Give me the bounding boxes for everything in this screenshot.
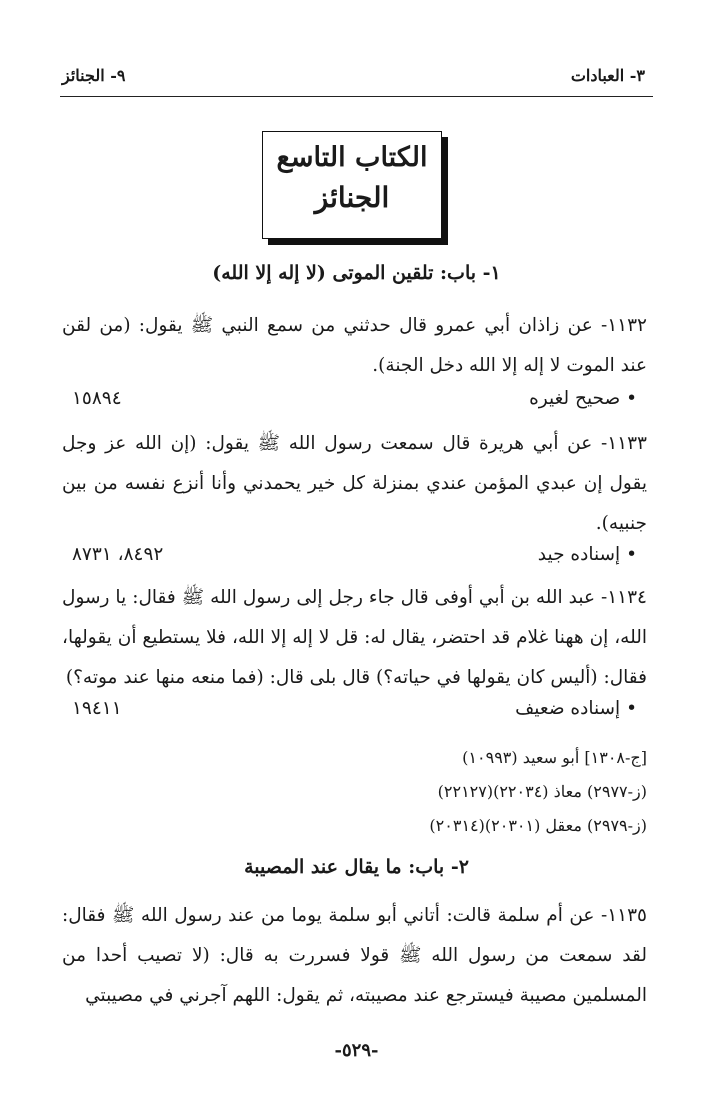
hadith-reference-numbers: ٨٤٩٢، ٨٧٣١: [72, 544, 164, 565]
hadith-1134: ١١٣٤- عبد الله بن أبي أوفى قال جاء رجل إلى رسول الله ﷺ فقال: يا رسول الله، إن ههنا غلام قد احتضر، يقال له: قل لا إله إلا الله، فلا يستطيع أن يقولها، فقال: (أليس كان يقولها في حياته؟) قال بلى قال: (فما منعه منها عند موته؟): [62, 587, 647, 688]
hadith-1135: ١١٣٥- عن أم سلمة قالت: أتاني أبو سلمة يوما من عند رسول الله ﷺ فقال: لقد سمعت من رسول الله ﷺ قولا فسررت به قال: (لا تصيب أحدا من المسلمين مصيبة فيسترجع عند مصيبته، ثم يقول: اللهم آجرني في مصيبتي: [62, 905, 647, 1006]
book-subtitle: الجنائز: [314, 181, 390, 214]
hadith-reference-numbers: ١٩٤١١: [72, 698, 122, 719]
cross-reference-line: [ج-١٣٠٨] أبو سعيد (١٠٩٩٣): [462, 748, 647, 767]
running-header-book: ٩- الجنائز: [62, 66, 126, 85]
chapter-heading-2: ٢- باب: ما يقال عند المصيبة: [244, 856, 469, 878]
chapter-heading-1: ١- باب: تلقين الموتى (لا إله إلا الله): [212, 262, 501, 284]
hadith-grade: • صحيح لغيره: [529, 388, 637, 409]
hadith-grade: • إسناده ضعيف: [515, 698, 637, 719]
cross-reference-line: (ز-٢٩٧٧) معاذ (٢٢٠٣٤)(٢٢١٢٧): [437, 782, 647, 801]
hadith-1133: ١١٣٣- عن أبي هريرة قال سمعت رسول الله ﷺ يقول: (إن الله عز وجل يقول إن عبدي المؤمن عندي بمنزلة كل خير يحمدني وأنا أنزع نفسه من بين جنبيه).: [62, 433, 647, 534]
cross-reference-line: (ز-٢٩٧٩) معقل (٢٠٣٠١)(٢٠٣١٤): [429, 816, 647, 835]
book-title: الكتاب التاسع: [276, 142, 428, 173]
page-number: -٥٢٩-: [334, 1040, 379, 1061]
book-title-box: [262, 131, 442, 239]
header-rule: [60, 96, 653, 97]
running-header-volume: ٣- العبادات: [570, 66, 645, 85]
hadith-grade: • إسناده جيد: [537, 544, 637, 565]
hadith-1132: ١١٣٢- عن زاذان أبي عمرو قال حدثني من سمع النبي ﷺ يقول: (من لقن عند الموت لا إله إلا الله دخل الجنة).: [62, 315, 647, 376]
hadith-reference-numbers: ١٥٨٩٤: [72, 388, 122, 409]
